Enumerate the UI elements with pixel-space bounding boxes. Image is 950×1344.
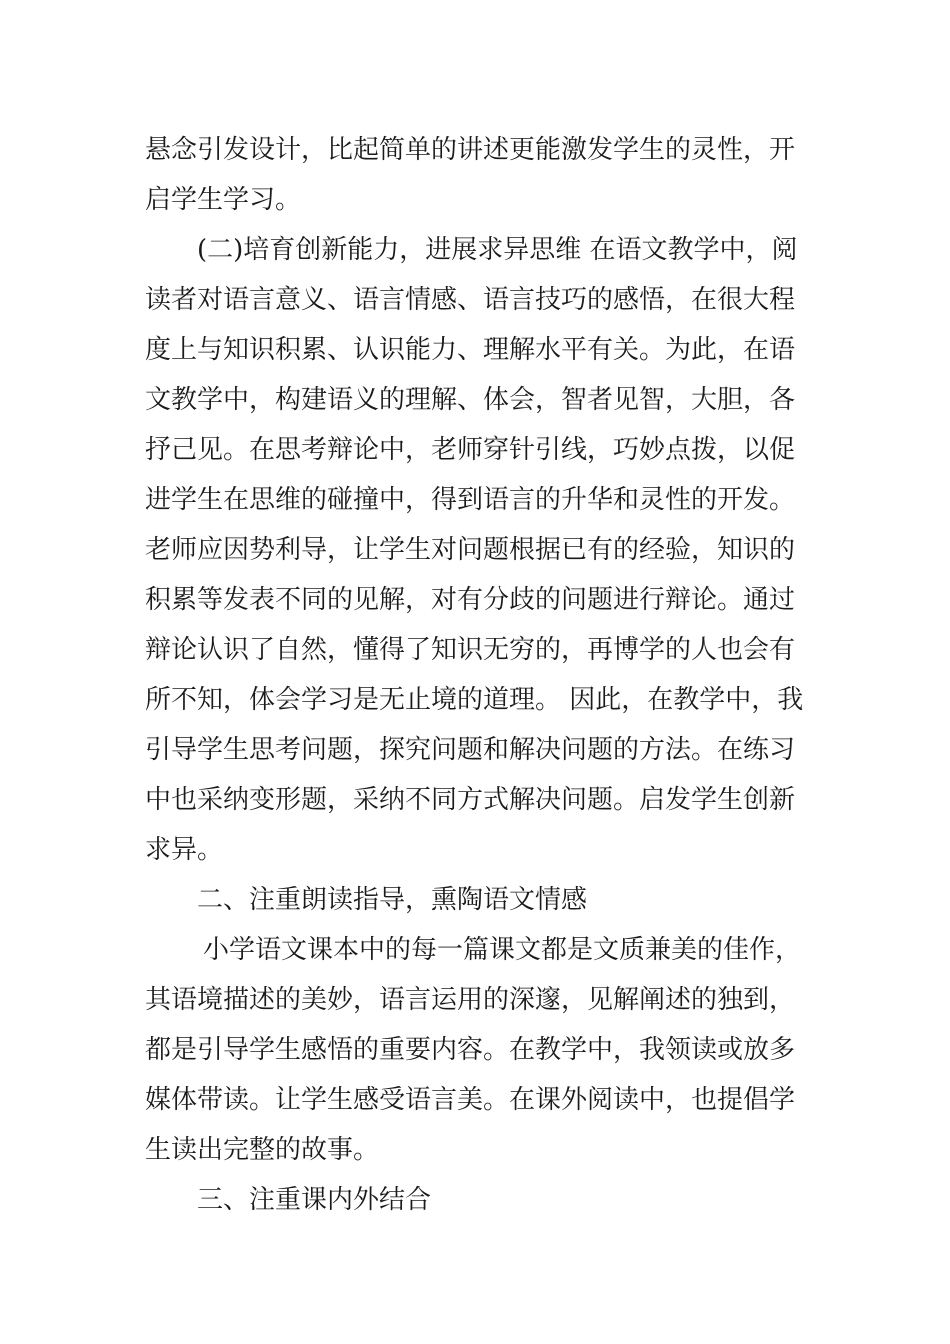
text-line: 悬念引发设计，比起简单的讲述更能激发学生的灵性，开 [145,135,796,165]
section-heading: (二)培育创新能力，进展求异思维 在语文教学中，阅 [197,235,798,265]
text-line: 所不知，体会学习是无止境的道理。 因此，在教学中，我 [145,685,804,715]
text-line: 媒体带读。让学生感受语言美。在课外阅读中，也提倡学 [145,1085,796,1115]
text-line: 生读出完整的故事。 [145,1135,380,1165]
section-heading: 三、注重课内外结合 [197,1185,432,1215]
section-heading: 二、注重朗读指导，熏陶语文情感 [197,885,588,915]
text-line: 抒己见。在思考辩论中，老师穿针引线，巧妙点拨，以促 [145,435,796,465]
text-line: 都是引导学生感悟的重要内容。在教学中，我领读或放多 [145,1035,796,1065]
text-line: 引导学生思考问题，探究问题和解决问题的方法。在练习 [145,735,796,765]
text-line: 积累等发表不同的见解，对有分歧的问题进行辩论。通过 [145,585,796,615]
text-line: 中也采纳变形题，采纳不同方式解决问题。启发学生创新 [145,785,796,815]
text-line: 启学生学习。 [145,185,302,215]
text-line: 进学生在思维的碰撞中，得到语言的升华和灵性的开发。 [145,485,796,515]
text-line: 其语境描述的美妙，语言运用的深邃，见解阐述的独到， [145,985,796,1015]
text-line: 度上与知识积累、认识能力、理解水平有关。为此，在语 [145,335,796,365]
text-line: 求异。 [145,835,224,865]
text-line: 读者对语言意义、语言情感、语言技巧的感悟，在很大程 [145,285,796,315]
text-line: 辩论认识了自然，懂得了知识无穷的，再博学的人也会有 [145,635,796,665]
text-line: 老师应因势利导，让学生对问题根据已有的经验，知识的 [145,535,796,565]
text-line: 文教学中，构建语义的理解、体会，智者见智，大胆，各 [145,385,796,415]
text-line: 小学语文课本中的每一篇课文都是文质兼美的佳作， [203,935,802,965]
